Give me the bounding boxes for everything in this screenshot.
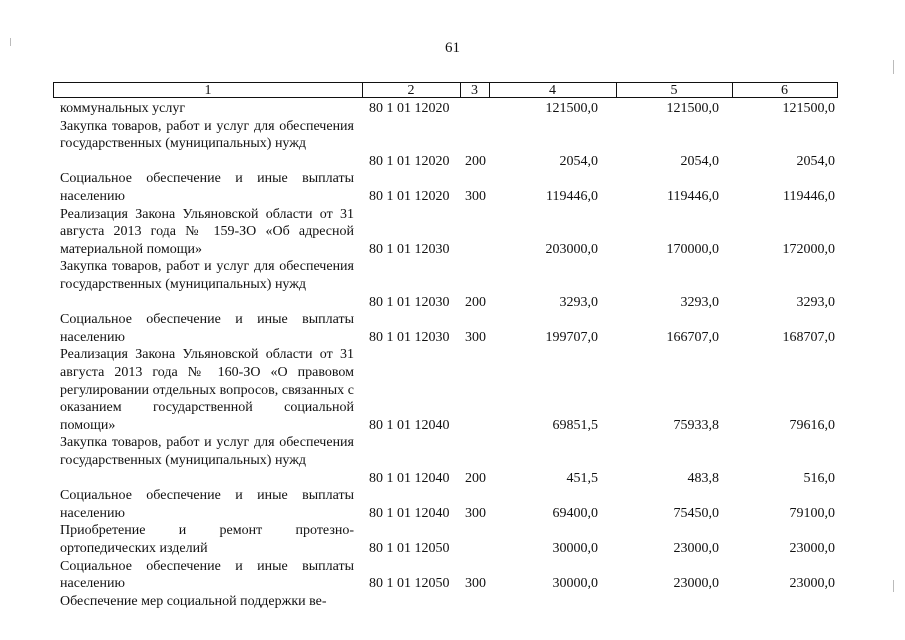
row-3-col4: 119446,0 — [546, 189, 598, 204]
row-5-description: Закупка товаров, работ и услуг для обеспечения государственных (муниципальных) нужд — [60, 259, 354, 292]
row-4-code: 80 1 01 12030 — [369, 241, 450, 257]
row-2-code: 80 1 01 12020 — [369, 153, 450, 169]
row-9-description: Социальное обеспечение и иные выплаты населению — [60, 488, 354, 521]
scan-speck — [893, 60, 894, 74]
row-1-col5: 121500,0 — [666, 101, 719, 116]
row-11-col5: 23000,0 — [673, 576, 719, 592]
row-6-description: Социальное обеспечение и иные выплаты населению — [60, 312, 354, 345]
row-11-col6: 23000,0 — [789, 576, 835, 592]
row-11-col4: 30000,0 — [552, 576, 598, 592]
row-3-col5: 119446,0 — [667, 189, 719, 204]
row-8-description: Закупка товаров, работ и услуг для обеспечения государственных (муниципальных) нужд — [60, 435, 354, 468]
header-col-1: 1 — [54, 83, 363, 97]
row-9-col5: 75450,0 — [673, 505, 719, 521]
row-8-code: 80 1 01 12040 — [369, 470, 450, 486]
row-10-col4: 30000,0 — [552, 541, 598, 556]
row-1-col4: 121500,0 — [545, 101, 598, 116]
row-2-col6: 2054,0 — [796, 153, 835, 169]
row-3-type: 300 — [465, 189, 486, 204]
row-2-col4: 2054,0 — [559, 153, 598, 169]
row-9-type: 300 — [465, 505, 486, 521]
row-5-type: 200 — [465, 294, 486, 310]
table-header-row — [53, 82, 838, 98]
row-1-description: коммунальных услуг — [60, 101, 186, 116]
row-10-code: 80 1 01 12050 — [369, 541, 450, 556]
row-8-col5: 483,8 — [687, 470, 719, 486]
row-4-description: Реализация Закона Ульяновской области от 31 августа 2013 года № 159-ЗО «Об адресной материальной помощи» — [60, 206, 354, 257]
row-6-col5: 166707,0 — [666, 329, 719, 345]
row-9-code: 80 1 01 12040 — [369, 505, 450, 521]
header-col-5: 5 — [616, 83, 733, 97]
row-7-col4: 69851,5 — [552, 417, 598, 433]
row-4-col4: 203000,0 — [545, 241, 598, 257]
page-number: 61 — [445, 40, 460, 56]
row-6-col4: 199707,0 — [545, 329, 598, 345]
row-2-col5: 2054,0 — [680, 153, 719, 169]
row-1-col6: 121500,0 — [782, 101, 835, 116]
row-3-col6: 119446,0 — [783, 189, 835, 204]
row-7-col5: 75933,8 — [673, 417, 719, 433]
header-col-4: 4 — [489, 83, 617, 97]
row-6-col6: 168707,0 — [782, 329, 835, 345]
row-5-code: 80 1 01 12030 — [369, 294, 450, 310]
row-1-code: 80 1 01 12020 — [369, 101, 450, 116]
header-col-3: 3 — [460, 83, 490, 97]
row-9-col6: 79100,0 — [789, 505, 835, 521]
row-3-description: Социальное обеспечение и иные выплаты населению — [60, 171, 354, 204]
header-col-2: 2 — [362, 83, 461, 97]
header-col-6: 6 — [781, 83, 788, 98]
row-11-code: 80 1 01 12050 — [369, 576, 450, 592]
row-11-type: 300 — [465, 576, 486, 592]
row-6-code: 80 1 01 12030 — [369, 329, 450, 345]
row-8-col4: 451,5 — [566, 470, 598, 486]
row-8-type: 200 — [465, 470, 486, 486]
row-6-type: 300 — [465, 329, 486, 345]
row-7-col6: 79616,0 — [789, 417, 835, 433]
row-12-description: Обеспечение мер социальной поддержки ве- — [60, 593, 327, 609]
row-9-col4: 69400,0 — [552, 505, 598, 521]
row-7-code: 80 1 01 12040 — [369, 417, 450, 433]
row-10-description: Приобретение и ремонт протезно-ортопедических изделий — [60, 523, 354, 556]
row-5-col5: 3293,0 — [680, 294, 719, 310]
row-10-col6: 23000,0 — [789, 541, 835, 556]
row-7-description: Реализация Закона Ульяновской области от 31 августа 2013 года № 160-ЗО «О правовом регулировании отдельных вопросов, связанных с оказанием государственной социальной помощи» — [60, 347, 354, 433]
row-5-col4: 3293,0 — [559, 294, 598, 310]
scan-speck — [10, 38, 11, 46]
row-5-col6: 3293,0 — [796, 294, 835, 310]
row-2-type: 200 — [465, 153, 486, 169]
row-4-col5: 170000,0 — [666, 241, 719, 257]
row-10-col5: 23000,0 — [673, 541, 719, 556]
scan-speck — [893, 580, 894, 592]
row-8-col6: 516,0 — [803, 470, 835, 486]
row-4-col6: 172000,0 — [782, 241, 835, 257]
row-3-code: 80 1 01 12020 — [369, 189, 450, 204]
row-11-description: Социальное обеспечение и иные выплаты населению — [60, 558, 354, 592]
row-2-description: Закупка товаров, работ и услуг для обеспечения государственных (муниципальных) нужд — [60, 118, 354, 152]
